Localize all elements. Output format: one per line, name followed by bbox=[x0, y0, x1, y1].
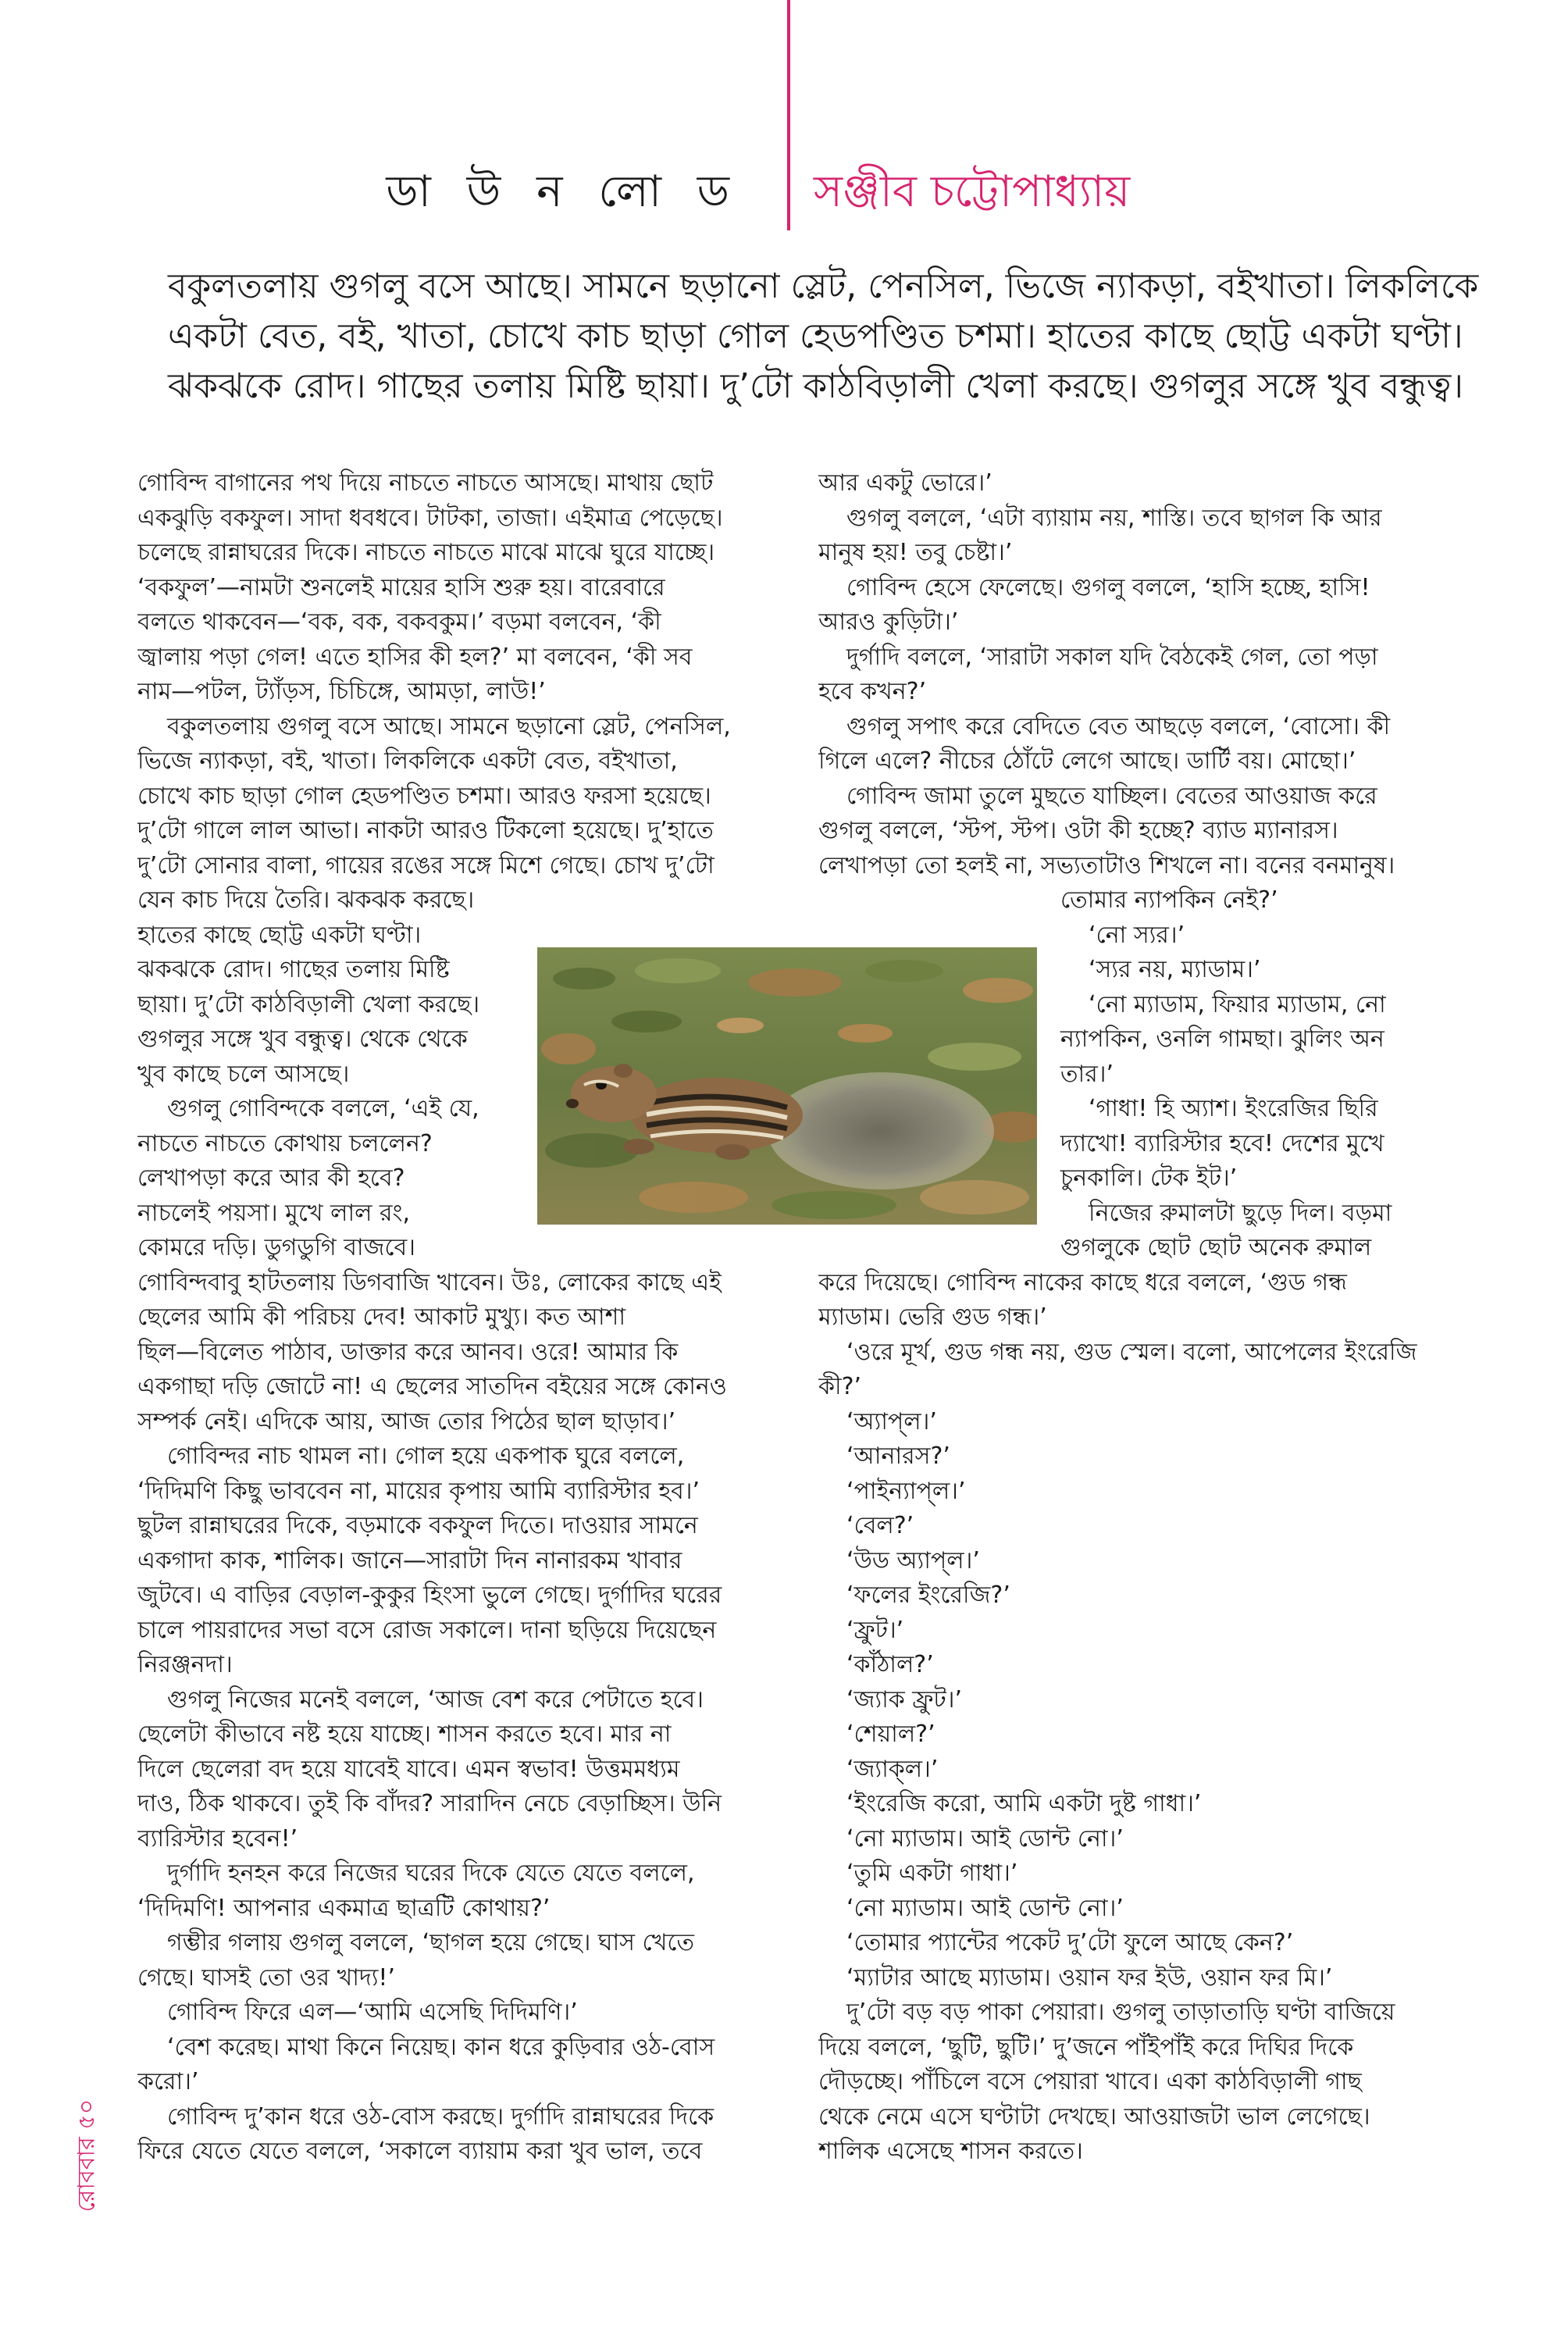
text-line: গুগলু নিজের মনেই বললে, ‘আজ বেশ করে পেটাতে হবে। bbox=[167, 1685, 704, 1713]
text-line: ভিজে ন্যাকড়া, বই, খাতা। লিকলিকে একটা বেত, বইখাতা, bbox=[137, 747, 678, 775]
text-line: নাচলেই পয়সা। মুখে লাল রং, bbox=[137, 1199, 411, 1227]
text-line: গুগলুর সঙ্গে খুব বন্ধুত্ব। থেকে থেকে bbox=[137, 1025, 468, 1053]
text-line: গোবিন্দ ফিরে এল—‘আমি এসেছি দিদিমণি।’ bbox=[167, 1999, 578, 2026]
text-line: দুর্গাদি হনহন করে নিজের ঘরের দিকে যেতে যেতে বললে, bbox=[167, 1860, 695, 1887]
text-line: তার।’ bbox=[1060, 1060, 1114, 1088]
text-line: গোবিন্দ দু’কান ধরে ওঠ-বোস করছে। দুর্গাদি রান্নাঘরের দিকে bbox=[167, 2102, 715, 2131]
text-line: ছেলের আমি কী পরিচয় দেব! আকাট মুখ্যু। কত আশা bbox=[137, 1303, 626, 1331]
text-line: ‘স্যর নয়, ম্যাডাম।’ bbox=[1089, 956, 1261, 983]
left-column bbox=[137, 466, 770, 2170]
text-line: দিয়ে বললে, ‘ছুটি, ছুটি।’ দু’জনে পাঁইপাঁই করে দিঘির দিকে bbox=[818, 2033, 1354, 2061]
text-line: একগাছা দড়ি জোটে না! এ ছেলের সাতদিন বইয়ের সঙ্গে কোনও bbox=[137, 1373, 727, 1400]
text-line: ন্যাপকিন, ওনলি গামছা। ঝুলিং অন bbox=[1060, 1025, 1384, 1053]
text-line: চোখে কাচ ছাড়া গোল হেডপণ্ডিত চশমা। আরও ফরসা হয়েছে। bbox=[137, 782, 711, 810]
text-line: গেছে। ঘাসই তো ওর খাদ্য!’ bbox=[137, 1963, 395, 1992]
text-line: বলতে থাকবেন—‘বক, বক, বকবকুম।’ বড়মা বলবেন, ‘কী bbox=[137, 608, 661, 636]
text-line: ‘বেশ করেছ। মাথা কিনে নিয়েছ। কান ধরে কুড়িবার ওঠ-বোস bbox=[167, 2033, 715, 2061]
text-line: কোমরে দড়ি। ডুগডুগি বাজবে। bbox=[137, 1234, 415, 1261]
text-line: করে দিয়েছে। গোবিন্দ নাকের কাছে ধরে বললে, ‘গুড গন্ধ bbox=[818, 1268, 1347, 1296]
text-line: ছেলেটা কীভাবে নষ্ট হয়ে যাচ্ছে। শাসন করতে হবে। মার না bbox=[137, 1721, 672, 1748]
text-line: লেখাপড়া করে আর কী হবে? bbox=[137, 1164, 405, 1192]
text-line: জুটবে। এ বাড়ির বেড়াল-কুকুর হিংসা ভুলে গেছে। দুর্গাদির ঘরের bbox=[137, 1582, 722, 1609]
text-line: নাচতে নাচতে কোথায় চললেন? bbox=[137, 1129, 433, 1157]
text-line: গোবিন্দ হেসে ফেলেছে। গুগলু বললে, ‘হাসি হচ্ছে, হাসি! bbox=[846, 573, 1370, 601]
text-line: চলেছে রান্নাঘরের দিকে। নাচতে নাচতে মাঝে মাঝে ঘুরে যাচ্ছে। bbox=[137, 539, 715, 566]
text-line: ‘ম্যাটার আছে ম্যাডাম। ওয়ান ফর ইউ, ওয়ান ফর মি।’ bbox=[846, 1963, 1333, 1992]
text-line: দিলে ছেলেরা বদ হয়ে যাবেই যাবে। এমন স্বভাব! উত্তমমধ্যম bbox=[137, 1755, 680, 1783]
right-column bbox=[818, 466, 1443, 2170]
text-line: ‘জ্যাক ফ্রুট।’ bbox=[846, 1685, 962, 1713]
text-line: গুগলু সপাৎ করে বেদিতে বেত আছড়ে বললে, ‘বোসো। কী bbox=[846, 712, 1391, 740]
text-line: দু’টো সোনার বালা, গায়ের রঙের সঙ্গে মিশে গেছে। চোখ দু’টো bbox=[137, 851, 715, 879]
text-line: লেখাপড়া তো হলই না, সভ্যতাটাও শিখলে না। বনের বনমানুষ। bbox=[818, 851, 1395, 879]
author-name: সঞ্জীব চট্টোপাধ্যায় bbox=[814, 166, 1131, 217]
text-line: ছিল—বিলেত পাঠাব, ডাক্তার করে আনব। ওরে! আমার কি bbox=[137, 1338, 679, 1366]
text-line: খুব কাছে চলে আসছে। bbox=[137, 1060, 350, 1088]
text-line: দু’টো গালে লাল আভা। নাকটা আরও টিকলো হয়েছে। দু’হাতে bbox=[137, 817, 714, 844]
text-line: ‘কাঁঠাল?’ bbox=[846, 1651, 934, 1678]
text-line: একগাদা কাক, শালিক। জানে—সারাটা দিন নানারকম খাবার bbox=[137, 1546, 682, 1574]
text-line: ‘উড অ্যাপ্‌ল।’ bbox=[846, 1546, 980, 1574]
text-line: ‘দিদিমণি কিছু ভাববেন না, মায়ের কৃপায় আমি ব্যারিস্টার হব।’ bbox=[137, 1477, 700, 1505]
text-line: গম্ভীর গলায় গুগলু বললে, ‘ছাগল হয়ে গেছে। ঘাস খেতে bbox=[167, 1929, 694, 1956]
text-line: ‘তুমি একটা গাধা।’ bbox=[846, 1860, 1018, 1887]
text-line: সম্পর্ক নেই। এদিকে আয়, আজ তোর পিঠের ছাল ছাড়াব।’ bbox=[137, 1407, 676, 1435]
text-line: বকুলতলায় গুগলু বসে আছে। সামনে ছড়ানো স্লেট, পেনসিল, bbox=[167, 712, 731, 740]
section-title: ডা উ ন লো ড bbox=[386, 166, 740, 217]
text-line: ‘তোমার প্যান্টের পকেট দু’টো ফুলে আছে কেন?’ bbox=[846, 1929, 1294, 1956]
text-line: ছুটল রান্নাঘরের দিকে, বড়মাকে বকফুল দিতে। দাওয়ার সামনে bbox=[137, 1512, 698, 1539]
header-divider bbox=[787, 0, 790, 230]
text-line: ব্যারিস্টার হবেন!’ bbox=[137, 1824, 298, 1853]
text-line: যেন কাচ দিয়ে তৈরি। ঝকঝক করছে। bbox=[137, 886, 475, 914]
text-line: আর একটু ভোরে।’ bbox=[818, 469, 992, 497]
text-line: ‘ওরে মূর্খ, গুড গন্ধ নয়, গুড স্মেল। বলো, আপেলের ইংরেজি bbox=[846, 1338, 1417, 1366]
text-line: মানুষ হয়! তবু চেষ্টা।’ bbox=[818, 539, 1013, 566]
text-line: জ্বালায় পড়া গেল! এতে হাসির কী হল?’ মা বলবেন, ‘কী সব bbox=[137, 643, 693, 671]
text-line: গুগলুকে ছোট ছোট অনেক রুমাল bbox=[1060, 1234, 1372, 1261]
text-line: শালিক এসেছে শাসন করতে। bbox=[818, 2138, 1083, 2165]
text-line: ‘নো ম্যাডাম। আই ডোন্ট নো।’ bbox=[846, 1894, 1124, 1922]
intro-paragraph bbox=[168, 262, 1479, 412]
page-folio bbox=[72, 2070, 103, 2241]
text-line: দাও, ঠিক থাকবে। তুই কি বাঁদর? সারাদিন নেচে বেড়াচ্ছিস। উনি bbox=[137, 1790, 722, 1817]
text-line: দৌড়চ্ছে। পাঁচিলে বসে পেয়ারা খাবে। একা কাঠবিড়ালী গাছ bbox=[818, 2068, 1362, 2095]
folio-text: রোববার ৫০ bbox=[73, 2099, 101, 2213]
text-line: ‘আনারস?’ bbox=[846, 1442, 950, 1470]
text-line: ‘ইংরেজি করো, আমি একটা দুষ্ট গাধা।’ bbox=[846, 1790, 1202, 1817]
text-line: গোবিন্দর নাচ থামল না। গোল হয়ে একপাক ঘুরে বললে, bbox=[167, 1442, 685, 1470]
text-line: ‘দিদিমণি! আপনার একমাত্র ছাত্রটি কোথায়?’ bbox=[137, 1894, 551, 1922]
text-line: ম্যাডাম। ভেরি গুড গন্ধ।’ bbox=[818, 1303, 1047, 1331]
text-line: গুগলু গোবিন্দকে বললে, ‘এই যে, bbox=[167, 1095, 479, 1122]
text-line: ফিরে যেতে যেতে বললে, ‘সকালে ব্যায়াম করা খুব ভাল, তবে bbox=[137, 2138, 703, 2165]
text-line: ‘শেয়াল?’ bbox=[846, 1721, 935, 1748]
text-line: আরও কুড়িটা।’ bbox=[818, 608, 959, 636]
text-line: নিরঞ্জনদা। bbox=[137, 1651, 233, 1678]
intro-line: ঝকঝকে রোদ। গাছের তলায় মিষ্টি ছায়া। দু’টো কাঠবিড়ালী খেলা করছে। গুগলুর সঙ্গে খুব বন্ধুত্ব। bbox=[168, 366, 1464, 406]
text-line: নাম—পটল, ট্যাঁড়স, চিচিঙ্গে, আমড়া, লাউ!’ bbox=[137, 678, 546, 705]
text-line: ‘জ্যাক্‌ল।’ bbox=[846, 1755, 939, 1783]
text-line: দু’টো বড় বড় পাকা পেয়ারা। গুগলু তাড়াতাড়ি ঘণ্টা বাজিয়ে bbox=[846, 1999, 1395, 2026]
text-line: ‘নো ম্যাডাম, ফিয়ার ম্যাডাম, নো bbox=[1089, 990, 1386, 1018]
intro-line: একটা বেত, বই, খাতা, চোখে কাচ ছাড়া গোল হেডপণ্ডিত চশমা। হাতের কাছে ছোট্ট একটা ঘণ্টা। bbox=[168, 316, 1463, 356]
text-line: ‘ফলের ইংরেজি?’ bbox=[846, 1582, 1010, 1609]
text-line: ঝকঝকে রোদ। গাছের তলায় মিষ্টি bbox=[137, 956, 450, 983]
text-line: চালে পায়রাদের সভা বসে রোজ সকালে। দানা ছড়িয়ে দিয়েছেন bbox=[137, 1616, 717, 1644]
text-line: ‘বকফুল’—নামটা শুনলেই মায়ের হাসি শুরু হয়। বারেবারে bbox=[137, 573, 665, 601]
text-line: গোবিন্দবাবু হাটতলায় ডিগবাজি খাবেন। উঃ, লোকের কাছে এই bbox=[137, 1268, 722, 1296]
text-line: কী?’ bbox=[818, 1373, 862, 1400]
text-line: গুগলু বললে, ‘স্টপ, স্টপ। ওটা কী হচ্ছে? ব্যাড ম্যানারস। bbox=[818, 817, 1338, 844]
text-line: ‘গাধা! হি অ্যাশ। ইংরেজির ছিরি bbox=[1089, 1095, 1378, 1122]
text-line: হাতের কাছে ছোট্ট একটা ঘণ্টা। bbox=[137, 921, 422, 949]
text-line: ‘ফ্রুট।’ bbox=[846, 1616, 904, 1644]
text-line: গিলে এলে? নীচের ঠোঁটে লেগে আছে। ডার্টি বয়। মোছো।’ bbox=[818, 747, 1356, 775]
text-line: ‘বেল?’ bbox=[846, 1512, 914, 1539]
text-line: থেকে নেমে এসে ঘণ্টাটা দেখছে। আওয়াজটা ভাল লেগেছে। bbox=[818, 2102, 1370, 2131]
text-line: ‘নো স্যর।’ bbox=[1089, 921, 1185, 949]
text-line: ছায়া। দু’টো কাঠবিড়ালী খেলা করছে। bbox=[137, 990, 480, 1018]
text-line: দ্যাখো! ব্যারিস্টার হবে! দেশের মুখে bbox=[1060, 1129, 1384, 1157]
text-line: ‘পাইন্যাপ্‌ল।’ bbox=[846, 1477, 966, 1505]
text-line: তোমার ন্যাপকিন নেই?’ bbox=[1060, 886, 1278, 914]
text-line: হবে কখন?’ bbox=[818, 678, 927, 705]
text-line: গোবিন্দ বাগানের পথ দিয়ে নাচতে নাচতে আসছে। মাথায় ছোট bbox=[137, 469, 714, 497]
text-line: একঝুড়ি বকফুল। সাদা ধবধবে। টাটকা, তাজা। এইমাত্র পেড়েছে। bbox=[137, 504, 723, 532]
text-line: গুগলু বললে, ‘এটা ব্যায়াম নয়, শাস্তি। তবে ছাগল কি আর bbox=[846, 504, 1382, 532]
intro-line: বকুলতলায় গুগলু বসে আছে। সামনে ছড়ানো স্লেট, পেনসিল, ভিজে ন্যাকড়া, বইখাতা। লিকলিকে bbox=[168, 266, 1479, 306]
text-line: ‘অ্যাপ্‌ল।’ bbox=[846, 1407, 937, 1435]
text-line: চুনকালি। টেক ইট।’ bbox=[1060, 1164, 1238, 1192]
text-line: করো।’ bbox=[137, 2068, 199, 2095]
text-line: গোবিন্দ জামা তুলে মুছতে যাচ্ছিল। বেতের আওয়াজ করে bbox=[846, 782, 1377, 810]
text-line: নিজের রুমালটা ছুড়ে দিল। বড়মা bbox=[1089, 1199, 1392, 1227]
text-line: দুর্গাদি বললে, ‘সারাটা সকাল যদি বৈঠকেই গেল, তো পড়া bbox=[846, 643, 1378, 671]
text-line: ‘নো ম্যাডাম। আই ডোন্ট নো।’ bbox=[846, 1824, 1124, 1853]
